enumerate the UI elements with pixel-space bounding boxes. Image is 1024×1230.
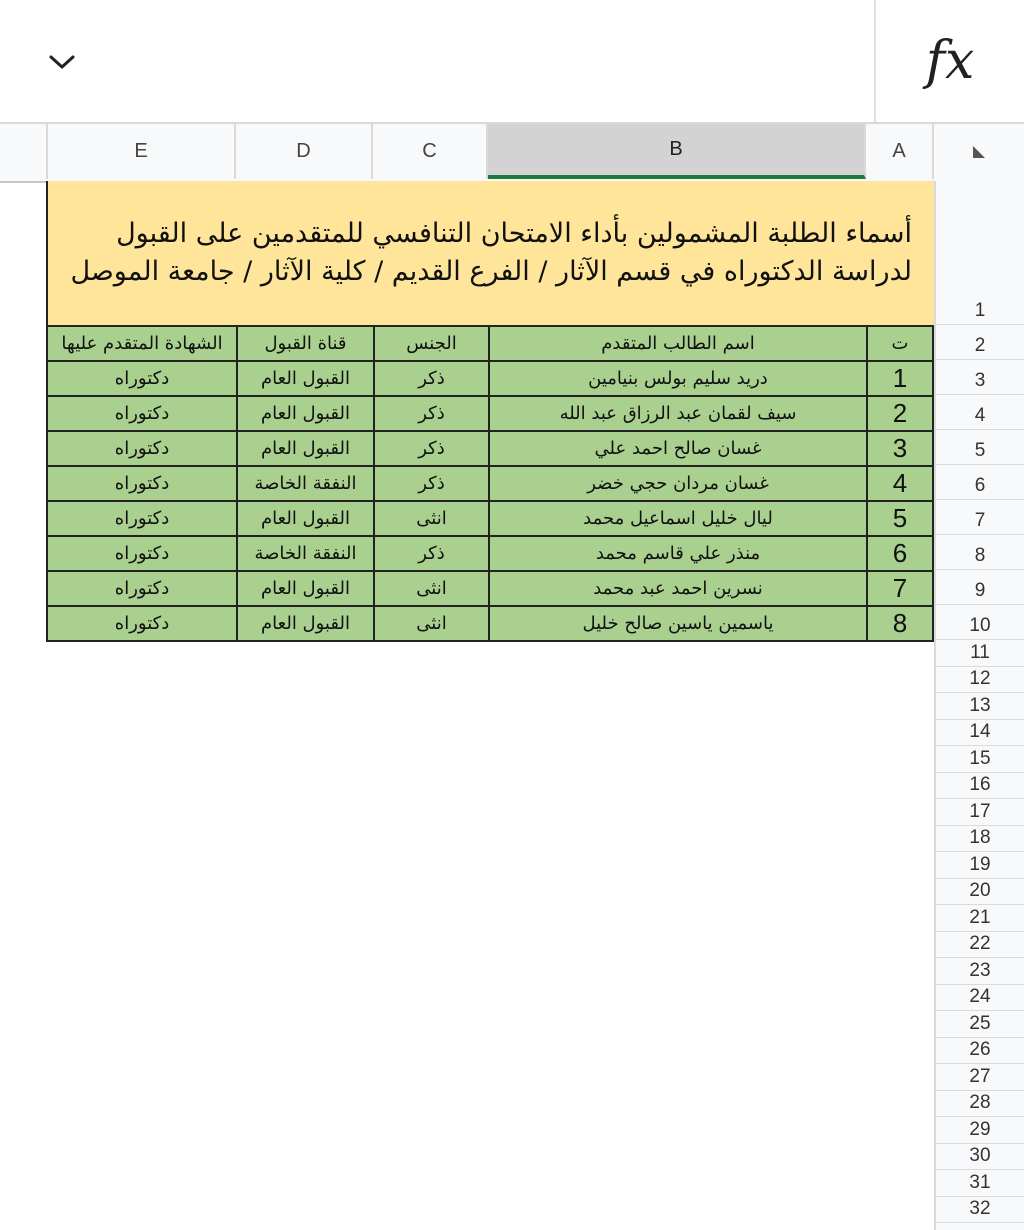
row-header-bar xyxy=(934,181,1024,1230)
cell-channel[interactable]: القبول العام xyxy=(237,431,374,466)
cell-num[interactable]: 3 xyxy=(867,431,933,466)
column-header-a[interactable]: A xyxy=(866,124,934,179)
cell-degree[interactable]: دكتوراه xyxy=(47,536,237,571)
cell-name[interactable]: غسان صالح احمد علي xyxy=(489,431,867,466)
header-name[interactable]: اسم الطالب المتقدم xyxy=(489,326,867,361)
header-num[interactable]: ت xyxy=(867,326,933,361)
cell-channel[interactable]: النفقة الخاصة xyxy=(237,466,374,501)
cell-gender[interactable]: انثى xyxy=(374,606,489,641)
row-header[interactable]: 27 xyxy=(936,1064,1024,1091)
row-header[interactable]: 19 xyxy=(936,852,1024,879)
cell-num[interactable]: 6 xyxy=(867,536,933,571)
cell-channel[interactable]: القبول العام xyxy=(237,571,374,606)
cell-name[interactable]: ياسمين ياسين صالح خليل xyxy=(489,606,867,641)
row-header[interactable]: 5 xyxy=(936,430,1024,465)
formula-bar xyxy=(0,0,1024,124)
cell-num[interactable]: 7 xyxy=(867,571,933,606)
cell-gender[interactable]: انثى xyxy=(374,501,489,536)
row-header[interactable]: 20 xyxy=(936,879,1024,906)
cell-gender[interactable]: ذكر xyxy=(374,396,489,431)
cell-channel[interactable]: القبول العام xyxy=(237,606,374,641)
header-channel[interactable]: قناة القبول xyxy=(237,326,374,361)
cell-gender[interactable]: ذكر xyxy=(374,466,489,501)
row-header[interactable]: 32 xyxy=(936,1197,1024,1224)
column-header-blank xyxy=(0,124,48,179)
row-header[interactable]: 4 xyxy=(936,395,1024,430)
cell-num[interactable]: 2 xyxy=(867,396,933,431)
cell-channel[interactable]: النفقة الخاصة xyxy=(237,536,374,571)
row-header[interactable]: 12 xyxy=(936,667,1024,694)
cell-gender[interactable]: ذكر xyxy=(374,361,489,396)
row-header[interactable]: 24 xyxy=(936,985,1024,1012)
row-header[interactable]: 26 xyxy=(936,1038,1024,1065)
cell-channel[interactable]: القبول العام xyxy=(237,396,374,431)
cell-degree[interactable]: دكتوراه xyxy=(47,466,237,501)
row-header[interactable]: 21 xyxy=(936,905,1024,932)
header-degree[interactable]: الشهادة المتقدم عليها xyxy=(47,326,237,361)
cell-degree[interactable]: دكتوراه xyxy=(47,571,237,606)
row-header[interactable]: 25 xyxy=(936,1011,1024,1038)
cell-degree[interactable]: دكتوراه xyxy=(47,396,237,431)
table-row xyxy=(47,466,933,501)
row-header[interactable]: 30 xyxy=(936,1144,1024,1171)
row-header[interactable]: 31 xyxy=(936,1170,1024,1197)
cell-name[interactable]: سيف لقمان عبد الرزاق عبد الله xyxy=(489,396,867,431)
table-row xyxy=(47,536,933,571)
cell-name[interactable]: ليال خليل اسماعيل محمد xyxy=(489,501,867,536)
cell-channel[interactable]: القبول العام xyxy=(237,361,374,396)
sheet-title: أسماء الطلبة المشمولين بأداء الامتحان التنافسي للمتقدمين على القبول لدراسة الدكتوراه في قسم الآثار / الفرع القديم / كلية الآثار / جامعة الموصل xyxy=(70,218,912,287)
row-header[interactable]: 10 xyxy=(936,605,1024,640)
table-row xyxy=(47,501,933,536)
cell-degree[interactable]: دكتوراه xyxy=(47,606,237,641)
table-header-row xyxy=(47,326,933,361)
cell-num[interactable]: 4 xyxy=(867,466,933,501)
cell-num[interactable]: 1 xyxy=(867,361,933,396)
corner-triangle-icon xyxy=(971,144,987,160)
data-table xyxy=(46,325,934,642)
cell-num[interactable]: 5 xyxy=(867,501,933,536)
row-header[interactable]: 15 xyxy=(936,746,1024,773)
column-header-e[interactable]: E xyxy=(48,124,236,179)
row-header[interactable]: 8 xyxy=(936,535,1024,570)
row-header[interactable]: 6 xyxy=(936,465,1024,500)
row-header[interactable]: 3 xyxy=(936,360,1024,395)
row-header[interactable]: 18 xyxy=(936,826,1024,853)
row-header[interactable]: 2 xyxy=(936,325,1024,360)
table-row xyxy=(47,361,933,396)
cell-channel[interactable]: القبول العام xyxy=(237,501,374,536)
cell-name[interactable]: دريد سليم بولس بنيامين xyxy=(489,361,867,396)
column-header-d[interactable]: D xyxy=(236,124,373,179)
row-header[interactable]: 7 xyxy=(936,500,1024,535)
row-header[interactable]: 1 xyxy=(936,181,1024,325)
cell-degree[interactable]: دكتوراه xyxy=(47,431,237,466)
row-header[interactable]: 28 xyxy=(936,1091,1024,1118)
chevron-down-icon[interactable] xyxy=(38,40,86,84)
row-header[interactable]: 23 xyxy=(936,958,1024,985)
row-header[interactable]: 29 xyxy=(936,1117,1024,1144)
cell-degree[interactable]: دكتوراه xyxy=(47,501,237,536)
table-row xyxy=(47,571,933,606)
row-header[interactable]: 11 xyxy=(936,640,1024,667)
sheet-title-cell[interactable] xyxy=(46,181,934,325)
row-header[interactable]: 22 xyxy=(936,932,1024,959)
cell-num[interactable]: 8 xyxy=(867,606,933,641)
cell-degree[interactable]: دكتوراه xyxy=(47,361,237,396)
table-row xyxy=(47,606,933,641)
column-header-c[interactable]: C xyxy=(373,124,488,179)
cell-name[interactable]: منذر علي قاسم محمد xyxy=(489,536,867,571)
select-all-corner[interactable] xyxy=(934,124,1024,179)
column-header-bar xyxy=(0,124,1024,183)
row-header[interactable]: 17 xyxy=(936,799,1024,826)
row-header[interactable]: 14 xyxy=(936,720,1024,747)
row-header[interactable]: 9 xyxy=(936,570,1024,605)
cell-gender[interactable]: ذكر xyxy=(374,431,489,466)
column-header-b[interactable]: B xyxy=(488,124,866,179)
cell-gender[interactable]: انثى xyxy=(374,571,489,606)
row-header[interactable]: 16 xyxy=(936,773,1024,800)
cell-gender[interactable]: ذكر xyxy=(374,536,489,571)
cell-name[interactable]: نسرين احمد عبد محمد xyxy=(489,571,867,606)
table-row xyxy=(47,431,933,466)
header-gender[interactable]: الجنس xyxy=(374,326,489,361)
row-header[interactable]: 13 xyxy=(936,693,1024,720)
table-row xyxy=(47,396,933,431)
cell-name[interactable]: غسان مردان حجي خضر xyxy=(489,466,867,501)
fx-icon[interactable]: fx xyxy=(925,31,975,91)
